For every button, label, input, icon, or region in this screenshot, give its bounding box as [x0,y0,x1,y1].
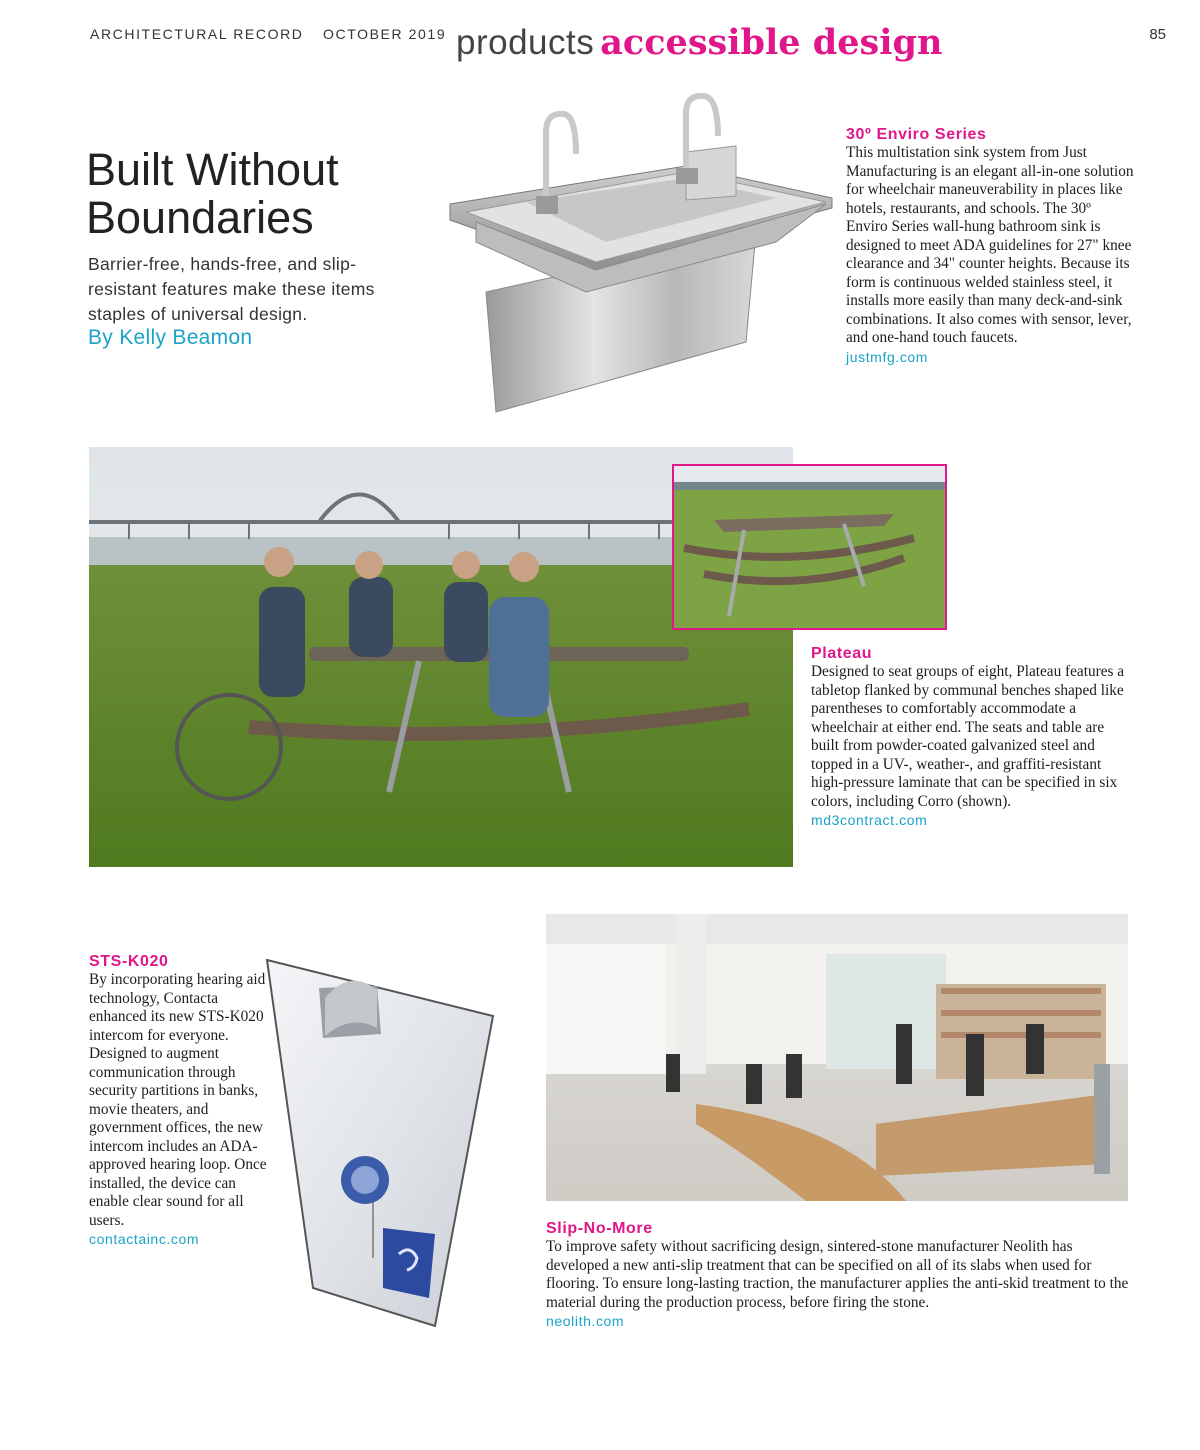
article-dek: Barrier-free, hands-free, and slip-resistant features make these items staples of universal design. [88,254,375,324]
page-number: 85 [1149,26,1166,43]
product-description: This multistation sink system from Just Manufacturing is an elegant all-in-one solution for wheelchair maneuverability in places like hotels, restaurants, and schools. The 30º Enviro Series wall-hung bathroom sink is designed to meet ADA guidelines for 27" knee clearance and 34" counter heights. Because its form is continuous welded stainless steel, it installs more easily than many deck-and-sink combinations. It also comes with sensor, lever, and one-hand touch faucets. [846,144,1134,346]
section-topic: accessible design [600,22,943,63]
running-header [90,26,446,42]
sink-product-image [446,92,836,422]
product-title: Slip-No-More [546,1220,653,1237]
product-card-plateau [811,645,1136,828]
publication-name: ARCHITECTURAL RECORD [90,26,304,42]
product-card-enviro [846,126,1136,365]
product-title: Plateau [811,645,873,662]
issue-date: OCTOBER 2019 [323,26,447,42]
product-link[interactable]: justmfg.com [846,348,929,365]
product-description: By incorporating hearing aid technology, Contacta enhanced its new STS-K020 intercom for everyone. Designed to augment communication through security partitions in banks, movie theaters, and government offices, the new intercom includes an ADA-approved hearing loop. Once installed, the device can enable clear sound for all users. [89,971,267,1229]
plateau-table-inset-photo [672,464,947,630]
article-headline: Built Without Boundaries [86,144,339,243]
section-label: products [456,23,595,62]
product-title: STS-K020 [89,953,169,970]
section-title [456,22,942,63]
product-card-sts-k020 [89,953,279,1247]
lobby-floor-photo [546,914,1128,1201]
product-title: 30º Enviro Series [846,126,987,143]
product-description: Designed to seat groups of eight, Plateau features a tabletop flanked by communal benches shaped like parentheses to comfortably accommodate a wheelchair at either end. The seats and table are built from powder-coated galvanized steel and topped in a UV-, weather-, and graffiti-resistant high-pressure laminate that can be specified in six colors, including Corro (shown). [811,663,1125,810]
product-link[interactable]: md3contract.com [811,812,928,828]
product-card-slip-no-more [546,1220,1136,1329]
product-link[interactable]: contactainc.com [89,1231,200,1247]
product-description: To improve safety without sacrificing design, sintered-stone manufacturer Neolith has developed a new anti-slip treatment that can be specified on all of its slabs when used for flooring. To ensure long-lasting traction, the manufacturer applies the anti-skid treatment to the material during the production process, before firing the stone. [546,1238,1129,1311]
article-byline: By Kelly Beamon [88,326,253,349]
intercom-product-image [265,958,501,1328]
product-link[interactable]: neolith.com [546,1313,625,1329]
